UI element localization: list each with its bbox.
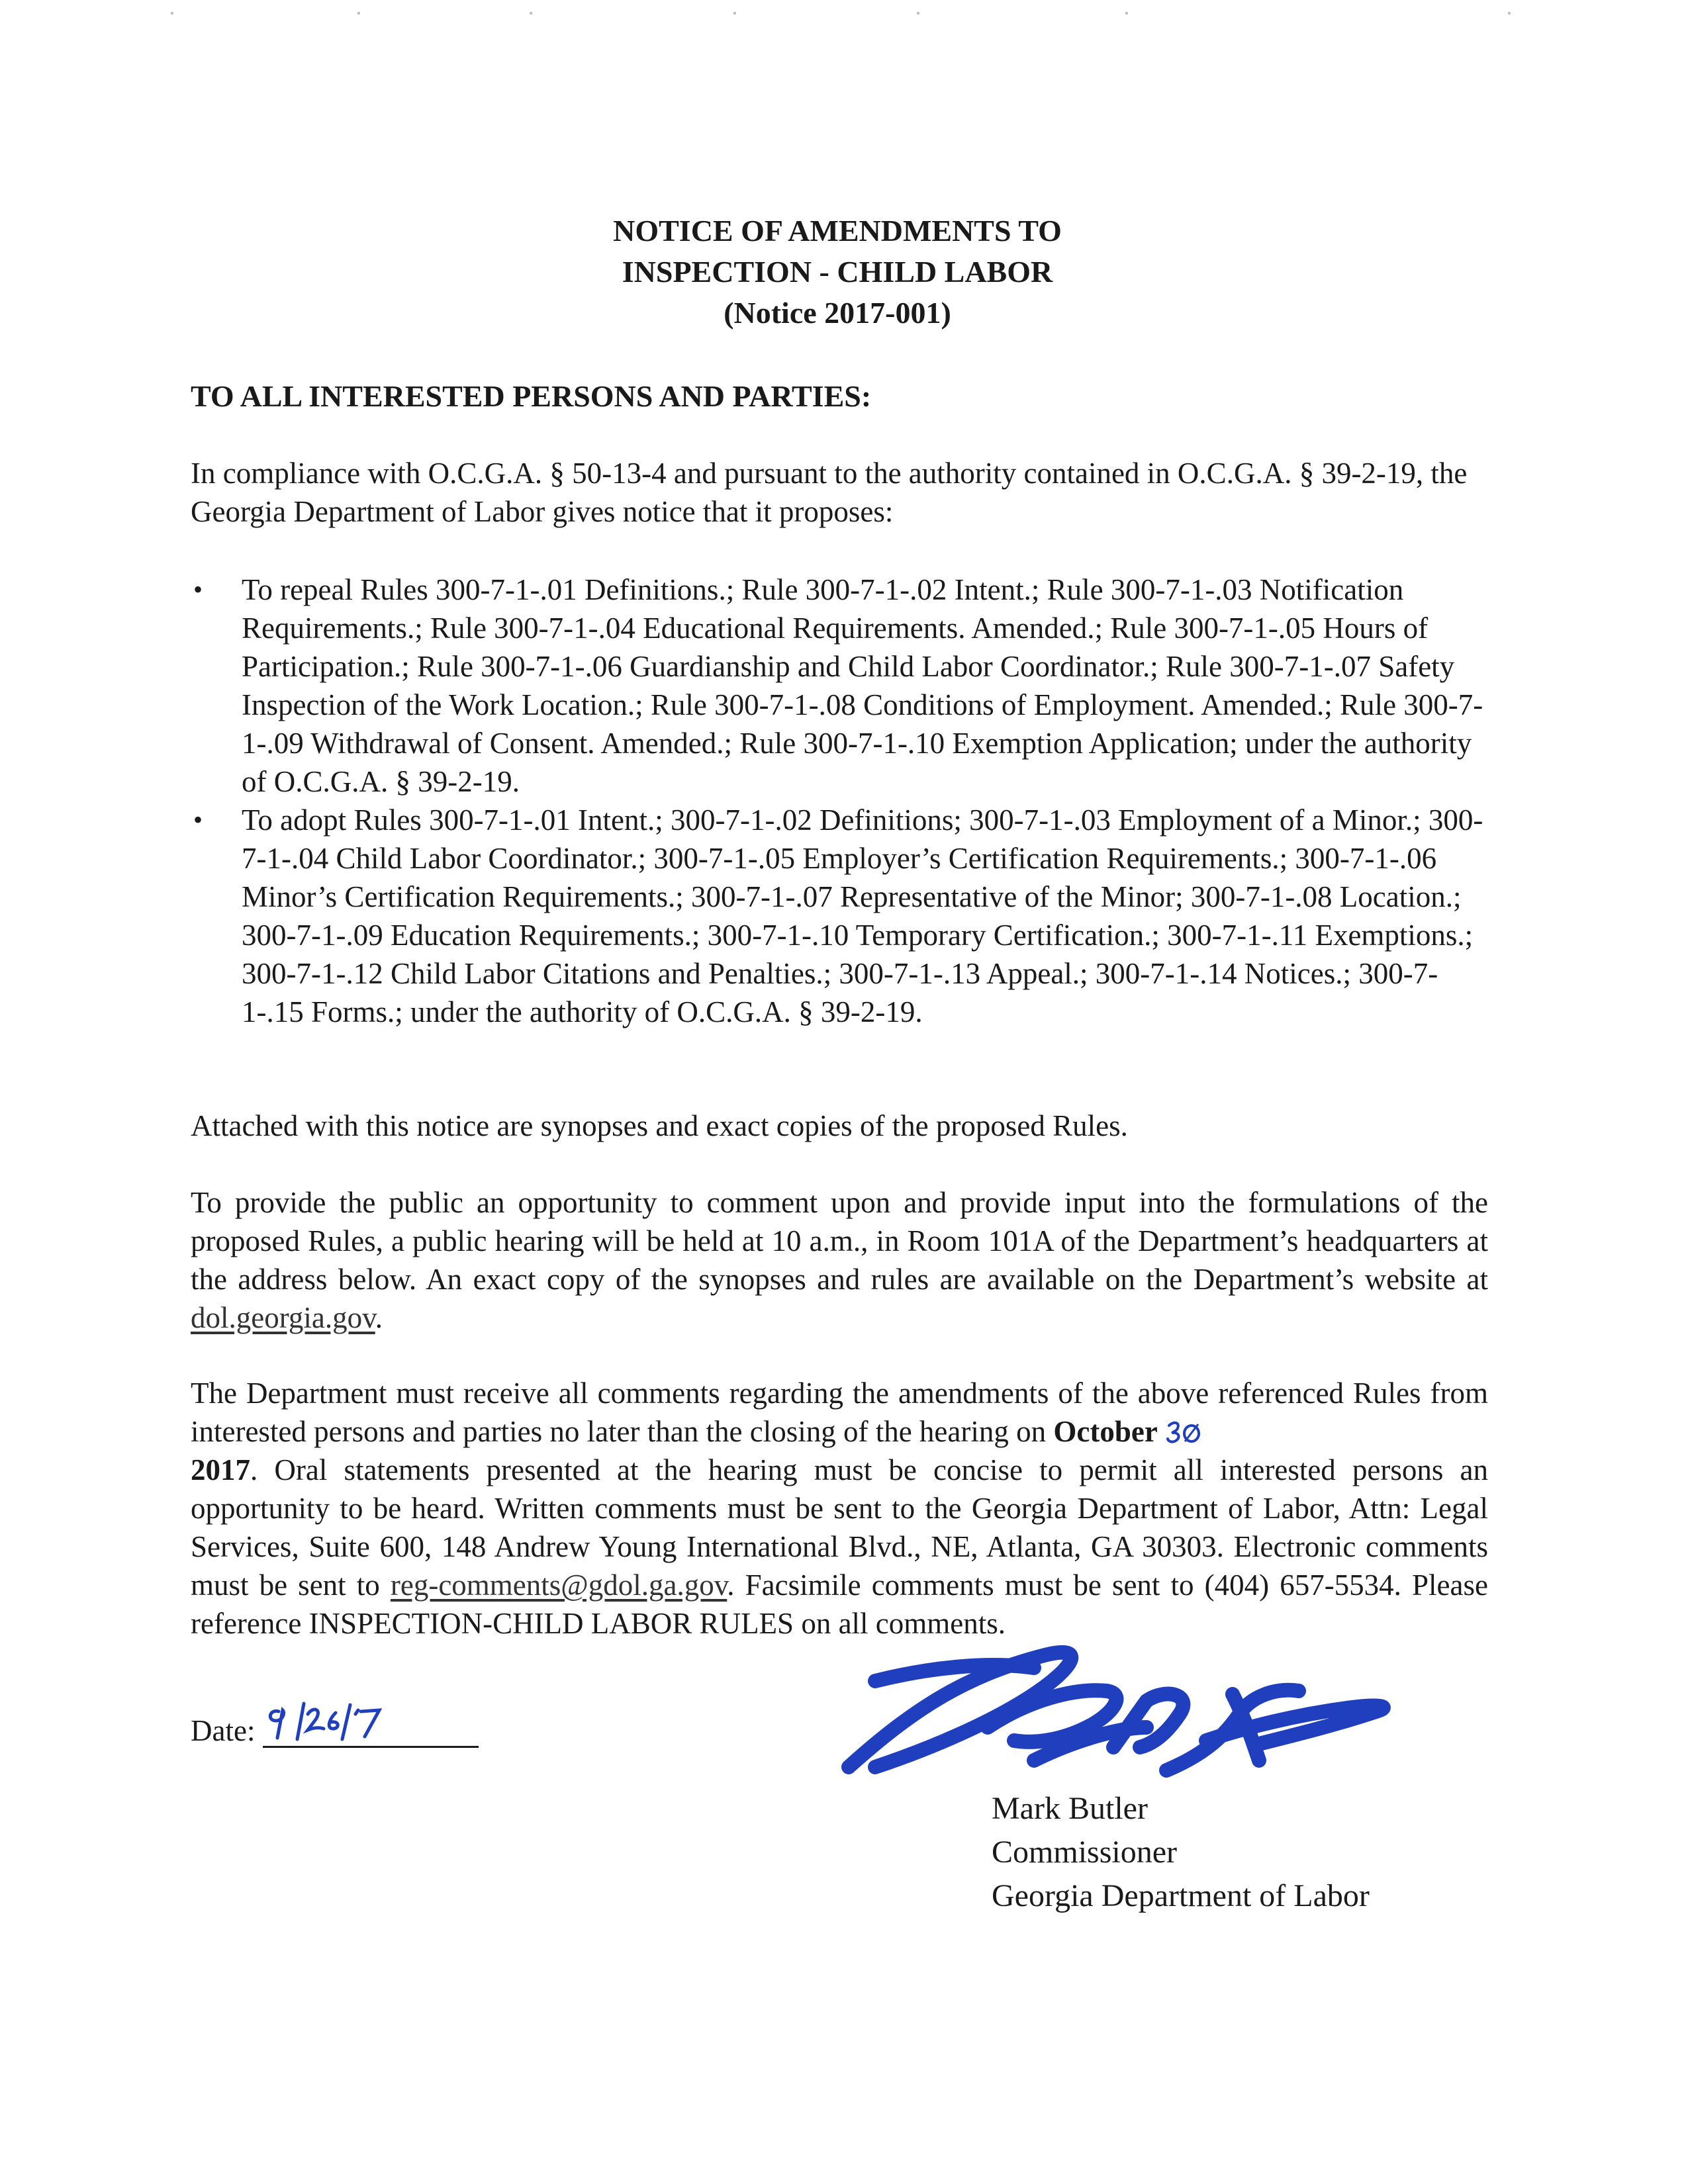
hearing-paragraph — [191, 1183, 1488, 1337]
hearing-text: To provide the public an opportunity to comment upon and provide input into the formulations of the proposed Rules, a public hearing will be held at 10 a.m., in Room 101A of the Department’s headquarters at the address below. An exact copy of the synopses and rules are available on the Department’s website at — [191, 1186, 1488, 1296]
intro-paragraph: In compliance with O.C.G.A. § 50-13-4 and pursuant to the authority contained in O.C.G.A. § 39-2-19, the Georgia Department of Labor gives notice that it proposes: — [191, 457, 1468, 528]
comments-paragraph — [191, 1374, 1488, 1643]
hearing-year: 2017 — [191, 1453, 250, 1486]
comments-text-1: The Department must receive all comments regarding the amendments of the above referenced Rules from interested persons and parties no later than the closing of the hearing on — [191, 1377, 1488, 1448]
attached-paragraph: Attached with this notice are synopses and exact copies of the proposed Rules. — [191, 1109, 1128, 1142]
signature-image — [835, 1628, 1405, 1803]
hearing-end: . — [375, 1301, 383, 1334]
hearing-month: October — [1053, 1415, 1158, 1448]
bullet-icon: • — [193, 574, 203, 604]
date-row — [191, 1706, 479, 1748]
signer-name: Mark Butler — [992, 1791, 1148, 1826]
comments-text-2: . Oral statements presented at the hearing must be concise to permit all interested persons an opportunity to be heard. Written comments must be sent to the Georgia Department of Labor, Attn: Legal Services, Suite 600, 148 Andrew Young International Blvd., NE, Atlanta, GA 30303. Electronic comments must be sent to — [191, 1453, 1488, 1602]
website-link[interactable]: dol.georgia.gov — [191, 1301, 375, 1334]
repeal-text: To repeal Rules 300-7-1-.01 Definitions.; Rule 300-7-1-.02 Intent.; Rule 300-7-1-.03 Notification Requirements.; Rule 300-7-1-.04 Educational Requirements. Amended.; Rule 300-7-1-.05 Hours of Participation.; Rule 300-7-1-.06 Guardianship and Child Labor Coordinator.; Rule 300-7-1-.07 Safety Inspection of the Work Location.; Rule 300-7-1-.08 Conditions of Employment. Amended.; Rule 300-7-1-.09 Withdrawal of Consent. Amended.; Rule 300-7-1-.10 Exemption Application; under the authority of O.C.G.A. § 39-2-19. — [242, 573, 1483, 798]
comments-text-3: . Facsimile comments must be sent to (404) 657-5534. Please reference INSPECTION-CHILD LABOR RULES on all comments. — [191, 1569, 1488, 1640]
signer-org: Georgia Department of Labor — [992, 1878, 1370, 1913]
title-line-3: (Notice 2017-001) — [724, 296, 951, 330]
proposal-list — [191, 570, 1488, 1031]
title-line-1: NOTICE OF AMENDMENTS TO — [613, 214, 1062, 248]
handwritten-day — [1165, 1415, 1202, 1448]
signer-block — [992, 1787, 1370, 1918]
list-item — [191, 801, 1488, 1031]
list-item — [191, 570, 1488, 801]
email-link[interactable]: reg-comments@gdol.ga.gov — [390, 1569, 727, 1602]
bullet-icon: • — [193, 805, 203, 835]
adopt-text: To adopt Rules 300-7-1-.01 Intent.; 300-7-1-.02 Definitions; 300-7-1-.03 Employment of a Minor.; 300-7-1-.04 Child Labor Coordinator.; 300-7-1-.05 Employer’s Certification Requirements.; 300-7-1-.06 Minor’s Certification Requirements.; 300-7-1-.07 Representative of the Minor; 300-7-1-.08 Location.; 300-7-1-.09 Education Requirements.; 300-7-1-.10 Temporary Certification.; 300-7-1-.11 Exemptions.; 300-7-1-.12 Child Labor Citations and Penalties.; 300-7-1-.13 Appeal.; 300-7-1-.14 Notices.; 300-7-1-.15 Forms.; under the authority of O.C.G.A. § 39-2-19. — [242, 803, 1483, 1028]
handwritten-date — [263, 1706, 479, 1748]
signer-title: Commissioner — [992, 1835, 1178, 1870]
salutation: TO ALL INTERESTED PERSONS AND PARTIES: — [191, 379, 872, 413]
notice-title — [0, 210, 1675, 334]
title-line-2: INSPECTION - CHILD LABOR — [622, 255, 1053, 289]
date-label: Date: — [191, 1714, 256, 1747]
